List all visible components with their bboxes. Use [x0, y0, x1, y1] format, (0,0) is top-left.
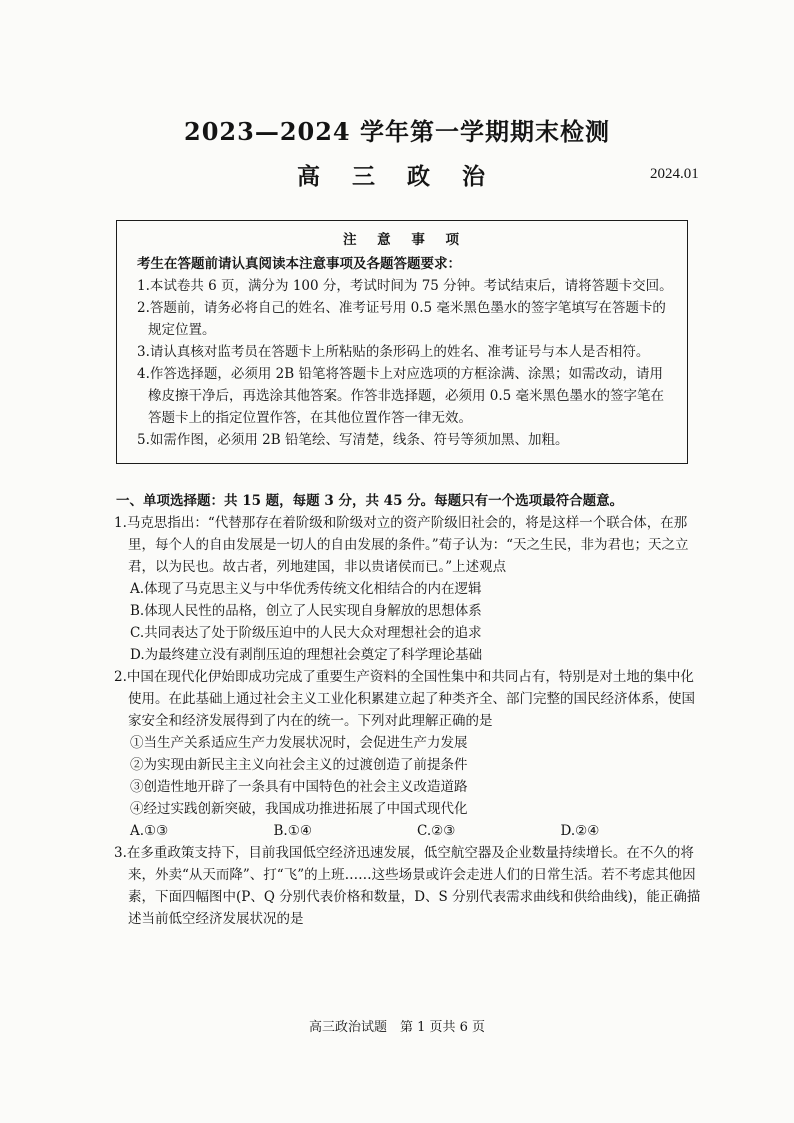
choice-d: D.②④ — [560, 823, 600, 839]
question-stem: 1.马克思指出：“代替那存在着阶级和阶级对立的资产阶级旧社会的，将是这样一个联合体，在那里，每个人的自由发展是一切人的自由发展的条件。”荀子认为：“天之生民，非为君也；天之立君，以为民也。故古者，列地建国，非以贵诸侯而已。”上述观点 — [114, 515, 689, 575]
question-stem: 3.在多重政策支持下，目前我国低空经济迅速发展，低空航空器及企业数量持续增长。在不久的将来，外卖“从天而降”、打“飞”的上班……这些场景或许会走进人们的日常生活。若不考虑其他因素，下面四幅图中(P、Q 分别代表价格和数量，D、S 分别代表需求曲线和供给曲线)，能正确描述当前低空经济发展状况的是 — [114, 845, 701, 927]
question-2 — [114, 666, 704, 842]
option-b: B.体现人民性的品格，创立了人民实现自身解放的思想体系 — [130, 603, 482, 619]
subject-title: 高 三 政 治 — [296, 163, 498, 190]
page-footer: 高三政治试题 第 1 页共 6 页 — [308, 1020, 486, 1035]
statement-1: ①当生产关系适应生产力发展状况时，会促进生产力发展 — [130, 735, 468, 751]
notice-item: 5.如需作图，必须用 2B 铅笔绘、写清楚，线条、符号等须加黑、加粗。 — [137, 432, 569, 448]
statement-4: ④经过实践创新突破，我国成功推进拓展了中国式现代化 — [130, 801, 468, 817]
option-d: D.为最终建立没有剥削压迫的理想社会奠定了科学理论基础 — [130, 647, 483, 663]
choice-row — [114, 820, 704, 842]
notice-item: 3.请认真核对监考员在答题卡上所粘贴的条形码上的姓名、准考证号与本人是否相符。 — [137, 344, 650, 360]
statement-2: ②为实现由新民主主义向社会主义的过渡创造了前提条件 — [130, 757, 468, 773]
question-1 — [114, 512, 704, 666]
option-a: A.体现了马克思主义与中华优秀传统文化相结合的内在逻辑 — [130, 581, 482, 597]
questions-section — [114, 490, 704, 930]
notice-item: 1.本试卷共 6 页，满分为 100 分，考试时间为 75 分钟。考试结束后，请将答题卡交回。 — [137, 278, 673, 294]
exam-title: 2023—2024 学年第一学期期末检测 — [184, 117, 610, 146]
option-c: C.共同表达了处于阶级压迫中的人民大众对理想社会的追求 — [130, 625, 482, 641]
choice-b: B.①④ — [273, 823, 312, 839]
notice-box — [116, 220, 688, 464]
notice-title: 注 意 事 项 — [342, 232, 468, 248]
exam-date: 2024.01 — [650, 166, 699, 182]
choice-c: C.②③ — [417, 823, 456, 839]
notice-item: 2.答题前，请务必将自己的姓名、准考证号用 0.5 毫米黑色墨水的签字笔填写在答题卡的规定位置。 — [137, 300, 666, 338]
section-heading: 一、单项选择题：共 15 题，每题 3 分，共 45 分。每题只有一个选项最符合题意。 — [116, 493, 624, 509]
choice-a: A.①③ — [130, 823, 169, 839]
question-stem: 2.中国在现代化伊始即成功完成了重要生产资料的全国性集中和共同占有，特别是对土地的集中化使用。在此基础上通过社会主义工业化积累建立起了种类齐全、部门完整的国民经济体系，使国家安全和经济发展得到了内在的统一。下列对此理解正确的是 — [114, 669, 695, 729]
notice-intro: 考生在答题前请认真阅读本注意事项及各题答题要求： — [137, 256, 461, 272]
question-3 — [114, 842, 704, 930]
statement-3: ③创造性地开辟了一条具有中国特色的社会主义改造道路 — [130, 779, 468, 795]
notice-item: 4.作答选择题，必须用 2B 铅笔将答题卡上对应选项的方框涂满、涂黑；如需改动，请用橡皮擦干净后，再选涂其他答案。作答非选择题，必须用 0.5 毫米黑色墨水的签字笔在答题卡上的指定位置作答，在其他位置作答一律无效。 — [137, 366, 665, 426]
